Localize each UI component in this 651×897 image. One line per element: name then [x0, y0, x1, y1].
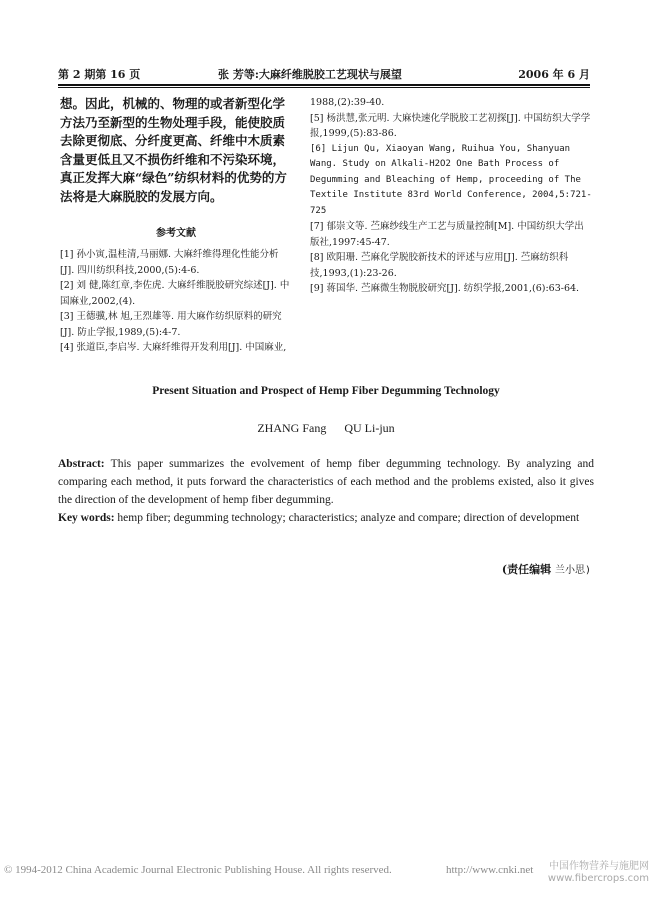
keywords-paragraph [58, 509, 594, 527]
reference-4-continued: 1988,(2):39-40. [310, 97, 385, 108]
body-paragraph: 想。因此，机械的、物理的或者新型化学方法乃至新型的生物处理手段，能使胶质去除更彻底、分纤度更高、纤维中木质素含量更低且又不损伤纤维和不污染环境，真正发挥大麻“绿色”纺织材料的优势的方法将是大麻脱胶的发展方向。 [60, 96, 287, 204]
reference-6: [6] Lijun Qu, Xiaoyan Wang, Ruihua You, Shanyuan Wang. Study on Alkali-H2O2 One Bath Process of Degumming and Bleaching of Hemp, proceeding of The Textile Institute 83rd World Conference, 2004,5:721-725 [310, 143, 592, 216]
site-watermark [548, 861, 649, 885]
running-header [58, 66, 590, 84]
responsible-editor [502, 561, 591, 577]
keywords-label: Key words: [58, 512, 115, 524]
footer-copyright: © 1994-2012 China Academic Journal Electronic Publishing House. All rights reserved. [4, 864, 392, 876]
references-heading: 参考文献 [156, 228, 196, 239]
reference-9: [9] 蒋国华. 苎麻微生物脱胶研究[J]. 纺织学报,2001,(6):63-64. [310, 283, 580, 294]
header-rule-thick [58, 84, 590, 86]
reference-2: [2] 刘 健,陈红章,李佐虎. 大麻纤维脱胶研究综述[J]. 中国麻业,2002,(4). [60, 280, 290, 307]
watermark-line-1: 中国作物营养与施肥网 [549, 861, 649, 872]
header-issue-page: 第 2 期第 16 页 [58, 68, 141, 81]
header-article-title: 张 芳等:大麻纤维脱胶工艺现状与展望 [218, 68, 402, 81]
right-column [310, 95, 592, 297]
keywords-text: hemp fiber; degumming technology; characteristics; analyze and compare; direction of development [114, 512, 580, 524]
author-qu: QU Li-jun [344, 421, 395, 435]
reference-1: [1] 孙小寅,温桂清,马丽娜. 大麻纤维得理化性能分析[J]. 四川纺织科技,2000,(5):4-6. [60, 249, 279, 276]
abstract-text: This paper summarizes the evolvement of hemp fiber degumming technology. By analyzing and comparing each method, it puts forward the characteristics of each method and the problems existed, also it gives the direction of the development of hemp fiber degumming. [58, 458, 594, 506]
header-date: 2006 年 6 月 [518, 68, 590, 81]
body-paragraph-block [60, 95, 292, 206]
header-rule-thin [58, 87, 590, 88]
reference-4: [4] 张道臣,李启岑. 大麻纤维得开发利用[J]. 中国麻业, [60, 342, 287, 353]
reference-8: [8] 欧阳珊. 苎麻化学脱胶新技术的评述与应用[J]. 苎麻纺织科技,1993,(1):23-26. [310, 252, 569, 279]
reference-5: [5] 杨洪慧,张元明. 大麻快速化学脱胶工艺初探[J]. 中国纺织大学学报,1999,(5):83-86. [310, 112, 591, 139]
english-abstract [58, 455, 594, 527]
english-title: Present Situation and Prospect of Hemp Fiber Degumming Technology [152, 385, 500, 397]
abstract-paragraph [58, 455, 594, 509]
reference-7: [7] 郁崇文等. 苎麻纱线生产工艺与质量控制[M]. 中国纺织大学出版社,1997:45-47. [310, 221, 584, 248]
english-authors [60, 421, 592, 436]
left-column [60, 95, 292, 356]
watermark-line-2: www.fibercrops.com [547, 873, 649, 884]
footer-url[interactable]: http://www.cnki.net [446, 864, 534, 876]
reference-3: [3] 王德骥,林 旭,王烈雄等. 用大麻作纺织原料的研究[J]. 防止学报,1989,(5):4-7. [60, 311, 282, 338]
abstract-label: Abstract: [58, 458, 105, 470]
author-zhang: ZHANG Fang [257, 421, 327, 435]
editor-label: (责任编辑 [501, 563, 552, 576]
editor-name: 兰小思) [554, 565, 591, 576]
